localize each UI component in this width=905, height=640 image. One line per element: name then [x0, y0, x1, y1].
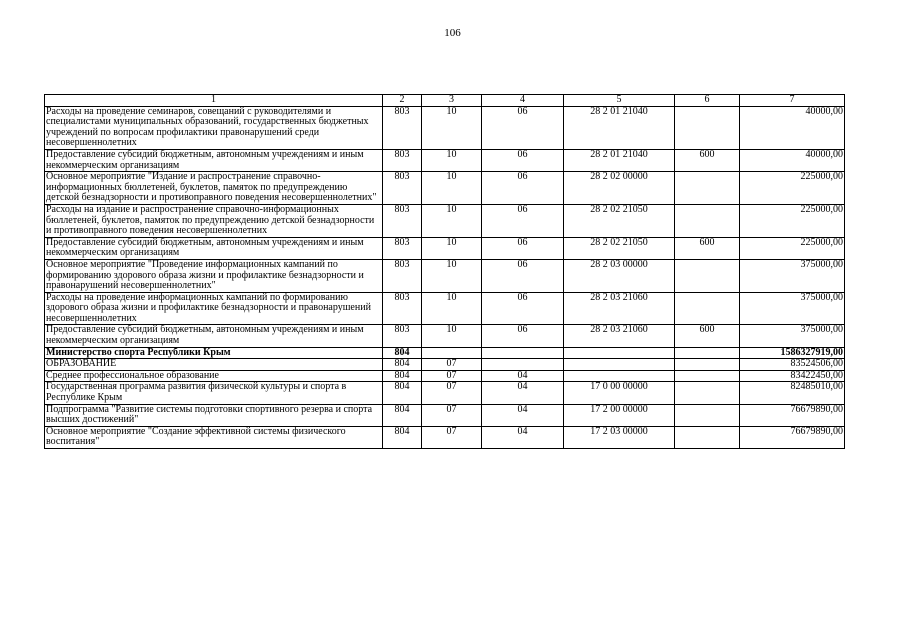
- row-amount-cell: 1586327919,00: [740, 347, 845, 359]
- row-expense-type-cell: 600: [675, 325, 740, 347]
- row-ministry-code-cell: 803: [383, 149, 422, 171]
- table-header-row: [45, 95, 845, 107]
- table-row: [45, 106, 845, 149]
- row-ministry-code-cell: 804: [383, 382, 422, 404]
- table-row: [45, 292, 845, 325]
- row-section-cell: 07: [422, 404, 482, 426]
- row-target-article-cell: 28 2 01 21040: [564, 106, 675, 149]
- row-amount-cell: 83524506,00: [740, 359, 845, 371]
- row-subsection-cell: 04: [482, 426, 564, 448]
- row-amount-cell: 375000,00: [740, 259, 845, 292]
- table-row: [45, 426, 845, 448]
- row-target-article-cell: 17 2 03 00000: [564, 426, 675, 448]
- table-row: [45, 370, 845, 382]
- row-target-article-cell: 28 2 03 21060: [564, 325, 675, 347]
- row-target-article-cell: 28 2 02 00000: [564, 172, 675, 205]
- row-section-cell: 10: [422, 292, 482, 325]
- table-row: [45, 172, 845, 205]
- row-ministry-code-cell: 803: [383, 237, 422, 259]
- row-section-cell: 07: [422, 370, 482, 382]
- row-name-cell: Основное мероприятие "Создание эффективной системы физического воспитания": [45, 426, 383, 448]
- row-ministry-code-cell: 803: [383, 259, 422, 292]
- row-target-article-cell: [564, 347, 675, 359]
- row-name-cell: Расходы на проведение семинаров, совещаний с руководителями и специалистами муниципальных образований, государственных бюджетных учреждений по вопросам профилактики правонарушений среди несовершеннолетних: [45, 106, 383, 149]
- table-row: [45, 204, 845, 237]
- table-row: [45, 149, 845, 171]
- row-amount-cell: 225000,00: [740, 172, 845, 205]
- header-col-1: 1: [45, 95, 383, 107]
- row-amount-cell: 76679890,00: [740, 404, 845, 426]
- row-expense-type-cell: [675, 426, 740, 448]
- table-row: [45, 237, 845, 259]
- row-name-cell: Государственная программа развития физической культуры и спорта в Республике Крым: [45, 382, 383, 404]
- table-row: [45, 259, 845, 292]
- row-amount-cell: 76679890,00: [740, 426, 845, 448]
- row-name-cell: Основное мероприятие "Проведение информационных кампаний по формированию здорового образа жизни и профилактике безнадзорности и правонарушений несовершеннолетних": [45, 259, 383, 292]
- table-row: [45, 382, 845, 404]
- row-ministry-code-cell: 804: [383, 404, 422, 426]
- row-amount-cell: 225000,00: [740, 204, 845, 237]
- row-amount-cell: 375000,00: [740, 292, 845, 325]
- row-name-cell: Среднее профессиональное образование: [45, 370, 383, 382]
- row-amount-cell: 225000,00: [740, 237, 845, 259]
- row-expense-type-cell: [675, 347, 740, 359]
- row-target-article-cell: 17 2 00 00000: [564, 404, 675, 426]
- table-row: [45, 359, 845, 371]
- row-expense-type-cell: [675, 370, 740, 382]
- row-expense-type-cell: [675, 106, 740, 149]
- row-target-article-cell: 28 2 02 21050: [564, 204, 675, 237]
- row-section-cell: 10: [422, 106, 482, 149]
- header-col-6: 6: [675, 95, 740, 107]
- row-name-cell: Подпрограмма "Развитие системы подготовки спортивного резерва и спорта высших достижений": [45, 404, 383, 426]
- row-subsection-cell: 06: [482, 106, 564, 149]
- budget-table: [44, 94, 845, 449]
- row-section-cell: 10: [422, 237, 482, 259]
- row-section-cell: 07: [422, 382, 482, 404]
- row-expense-type-cell: [675, 292, 740, 325]
- row-name-cell: Расходы на издание и распространение справочно-информационных бюллетеней, буклетов, памяток по предупреждению детской безнадзорности и противоправного поведения несовершеннолетних: [45, 204, 383, 237]
- row-section-cell: [422, 347, 482, 359]
- row-subsection-cell: [482, 347, 564, 359]
- header-col-5: 5: [564, 95, 675, 107]
- row-name-cell: Расходы на проведение информационных кампаний по формированию здорового образа жизни и профилактике безнадзорности и правонарушений несовершеннолетних: [45, 292, 383, 325]
- row-expense-type-cell: [675, 382, 740, 404]
- row-ministry-code-cell: 804: [383, 370, 422, 382]
- row-target-article-cell: 28 2 01 21040: [564, 149, 675, 171]
- row-amount-cell: 40000,00: [740, 106, 845, 149]
- row-target-article-cell: [564, 359, 675, 371]
- row-ministry-code-cell: 804: [383, 347, 422, 359]
- row-target-article-cell: 17 0 00 00000: [564, 382, 675, 404]
- row-ministry-code-cell: 803: [383, 204, 422, 237]
- row-amount-cell: 375000,00: [740, 325, 845, 347]
- row-ministry-code-cell: 804: [383, 426, 422, 448]
- row-subsection-cell: 04: [482, 382, 564, 404]
- row-expense-type-cell: [675, 359, 740, 371]
- row-section-cell: 07: [422, 426, 482, 448]
- row-section-cell: 10: [422, 204, 482, 237]
- row-section-cell: 10: [422, 259, 482, 292]
- row-name-cell: Министерство спорта Республики Крым: [45, 347, 383, 359]
- row-expense-type-cell: [675, 259, 740, 292]
- row-target-article-cell: [564, 370, 675, 382]
- row-name-cell: Основное мероприятие "Издание и распространение справочно-информационных бюллетеней, буклетов, памяток по предупреждению детской безнадзорности и противоправного поведения несовершеннолетних": [45, 172, 383, 205]
- header-col-3: 3: [422, 95, 482, 107]
- row-target-article-cell: 28 2 03 00000: [564, 259, 675, 292]
- row-section-cell: 10: [422, 149, 482, 171]
- row-subsection-cell: 06: [482, 237, 564, 259]
- row-subsection-cell: 06: [482, 172, 564, 205]
- row-name-cell: Предоставление субсидий бюджетным, автономным учреждениям и иным некоммерческим организациям: [45, 149, 383, 171]
- table-row: [45, 347, 845, 359]
- row-subsection-cell: 04: [482, 404, 564, 426]
- page-number: 106: [444, 27, 461, 39]
- row-ministry-code-cell: 803: [383, 172, 422, 205]
- row-subsection-cell: 06: [482, 204, 564, 237]
- row-section-cell: 10: [422, 325, 482, 347]
- row-ministry-code-cell: 803: [383, 325, 422, 347]
- row-ministry-code-cell: 803: [383, 292, 422, 325]
- row-subsection-cell: 06: [482, 325, 564, 347]
- row-subsection-cell: 06: [482, 292, 564, 325]
- row-expense-type-cell: [675, 204, 740, 237]
- row-amount-cell: 40000,00: [740, 149, 845, 171]
- row-expense-type-cell: [675, 404, 740, 426]
- row-expense-type-cell: 600: [675, 237, 740, 259]
- row-ministry-code-cell: 804: [383, 359, 422, 371]
- row-amount-cell: 83422450,00: [740, 370, 845, 382]
- row-amount-cell: 82485010,00: [740, 382, 845, 404]
- row-subsection-cell: 06: [482, 149, 564, 171]
- row-subsection-cell: 06: [482, 259, 564, 292]
- header-col-2: 2: [383, 95, 422, 107]
- row-section-cell: 07: [422, 359, 482, 371]
- table-row: [45, 325, 845, 347]
- table-row: [45, 404, 845, 426]
- header-col-4: 4: [482, 95, 564, 107]
- row-section-cell: 10: [422, 172, 482, 205]
- row-expense-type-cell: [675, 172, 740, 205]
- header-col-7: 7: [740, 95, 845, 107]
- row-target-article-cell: 28 2 03 21060: [564, 292, 675, 325]
- row-subsection-cell: [482, 359, 564, 371]
- row-name-cell: Предоставление субсидий бюджетным, автономным учреждениям и иным некоммерческим организациям: [45, 237, 383, 259]
- row-name-cell: ОБРАЗОВАНИЕ: [45, 359, 383, 371]
- row-target-article-cell: 28 2 02 21050: [564, 237, 675, 259]
- row-subsection-cell: 04: [482, 370, 564, 382]
- row-name-cell: Предоставление субсидий бюджетным, автономным учреждениям и иным некоммерческим организациям: [45, 325, 383, 347]
- row-ministry-code-cell: 803: [383, 106, 422, 149]
- row-expense-type-cell: 600: [675, 149, 740, 171]
